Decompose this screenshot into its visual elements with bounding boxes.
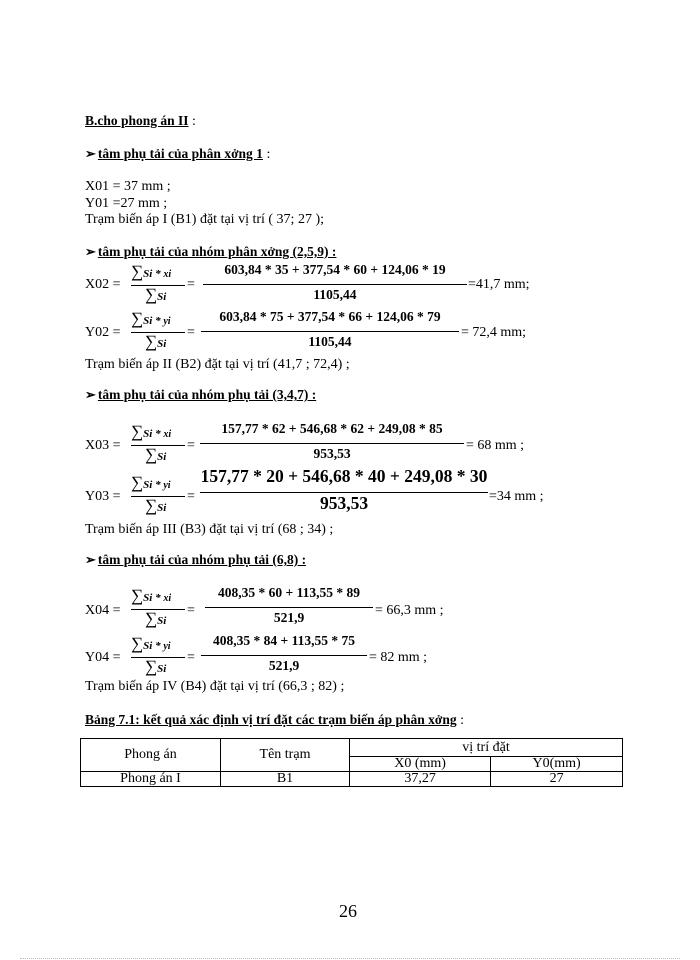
b1-conclusion: Trạm biến áp I (B1) đặt tại vị trí ( 37; 27 ); <box>85 212 324 227</box>
y02-label: Y02 = <box>85 325 121 340</box>
arrow-bullet-icon: ➢ <box>85 552 96 567</box>
x02-label: X02 = <box>85 277 121 292</box>
x04-label: X04 = <box>85 603 121 618</box>
section-1-heading: ➢ tâm phụ tải của phân xởng 1 : <box>85 146 271 162</box>
y04-result: = 82 mm ; <box>369 650 428 665</box>
section-3-heading: ➢ tâm phụ tải của nhóm phụ tải (3,4,7) : <box>85 387 317 402</box>
y03-label: Y03 = <box>85 489 121 504</box>
section-4-heading: ➢ tâm phụ tải của nhóm phụ tải (6,8) : <box>85 552 307 567</box>
cell-x0: 37,27 <box>350 772 491 787</box>
cell-ten-tram: B1 <box>221 772 350 787</box>
x03-denominator: 953,53 <box>313 446 351 461</box>
page-bottom-divider <box>20 958 680 959</box>
y03-numerator: 157,77 * 20 + 546,68 * 40 + 249,08 * 30 <box>200 466 488 486</box>
cell-phuong-an: Phong án I <box>81 772 221 787</box>
table-caption: Bảng 7.1: kết quả xác định vị trí đặt các trạm biến áp phân xởng : <box>85 712 465 728</box>
x03-label: X03 = <box>85 438 121 453</box>
y02-denominator: 1105,44 <box>308 334 352 349</box>
b3-conclusion: Trạm biến áp III (B3) đặt tại vị trí (68 ; 34) ; <box>85 522 334 537</box>
y03-denominator: 953,53 <box>319 493 369 513</box>
heading-b-title: B.cho phong án II <box>85 113 189 128</box>
b4-conclusion: Trạm biến áp IV (B4) đặt tại vị trí (66,3 ; 82) ; <box>85 679 345 694</box>
b2-conclusion: Trạm biến áp II (B2) đặt tại vị trí (41,7 ; 72,4) ; <box>85 357 350 372</box>
x02-result: =41,7 mm; <box>468 277 530 292</box>
y04-numerator: 408,35 * 84 + 113,55 * 75 <box>213 633 355 648</box>
result-table <box>80 738 623 787</box>
x04-numerator: 408,35 * 60 + 113,55 * 89 <box>218 585 360 600</box>
page-number: 26 <box>339 901 357 921</box>
header-ten-tram: Tên trạm <box>221 739 350 772</box>
cell-y0: 27 <box>491 772 623 787</box>
arrow-bullet-icon: ➢ <box>85 244 96 259</box>
arrow-bullet-icon: ➢ <box>85 387 96 402</box>
header-phuong-an: Phong án <box>81 739 221 772</box>
arrow-bullet-icon: ➢ <box>85 146 96 161</box>
header-y0: Y0(mm) <box>491 757 623 772</box>
x02-numerator: 603,84 * 35 + 377,54 * 60 + 124,06 * 19 <box>224 262 446 277</box>
x04-denominator: 521,9 <box>273 610 305 625</box>
x04-result: = 66,3 mm ; <box>375 603 444 618</box>
x03-result: = 68 mm ; <box>466 438 525 453</box>
x01-line: X01 = 37 mm ; <box>85 179 171 194</box>
header-vi-tri: vị trí đặt <box>350 739 623 757</box>
y03-result: =34 mm ; <box>489 489 544 504</box>
y02-numerator: 603,84 * 75 + 377,54 * 66 + 124,06 * 79 <box>219 309 441 324</box>
y04-label: Y04 = <box>85 650 121 665</box>
x03-numerator: 157,77 * 62 + 546,68 * 62 + 249,08 * 85 <box>221 421 443 436</box>
header-x0: X0 (mm) <box>350 757 491 772</box>
x02-denominator: 1105,44 <box>313 287 357 302</box>
section-heading-b: B.cho phong án II : <box>85 113 196 129</box>
table-row <box>81 772 623 787</box>
y01-line: Y01 =27 mm ; <box>85 196 168 211</box>
section-2-heading: ➢ tâm phụ tải của nhóm phân xởng (2,5,9) : <box>85 244 337 259</box>
y02-result: = 72,4 mm; <box>461 325 527 340</box>
y04-denominator: 521,9 <box>268 658 300 673</box>
